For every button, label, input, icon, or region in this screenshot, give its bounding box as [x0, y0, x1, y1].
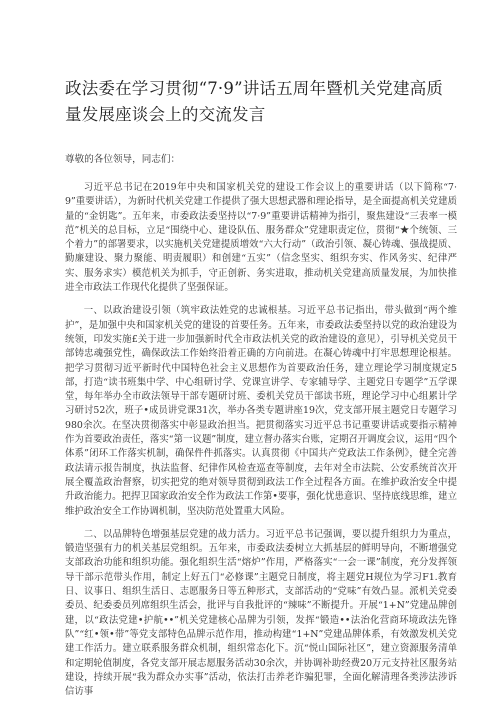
greeting: 尊敬的各位领导，同志们：	[65, 154, 181, 165]
paragraph-section-2: 二、以品牌特色增强基层党建的战力活力。习近平总书记强调，要以提升组织力为重点，锻造坚强有力的机关基层党组织。五年来，市委政法委树立大抓基层的鲜明导向，不断增强党支部政治功能和组织功能。强化组织生活“熔炉”作用，严格落实“一会一课”制度，充分发挥领导干部示范带头作用，制定上好五门“必修课”主题党日制度，将主题党H规位为学习F1.教育日、议事日、组织生活日、志愿服务日等五种形式，支部活动的“党味”有效凸显。派机关党委委员、纪委委员列席组织生活会，批评与自我批评的“辣味”不断提升。开展“1+N”党建品牌创建，以“政法党建•护航••”机关党建核心品牌为引领，发挥“锻造••法治化营商环境政法先锋队”“红•领•带”等党支部特色品牌示范作用，推动构建“1+N”党建品牌体系，有效激发机关党建工作活力。建立联系服务群众机制，组织常态化下。沉“悦山国际社区”，建立资源服务清单和定期轮值制度，各党支部开展志愿服务活动30余次，并协调补助经费20万元支持社区服务站建设，持续开展“我为群众办实事”活动，依法打击养老诈骗犯罪，全面化解清理各类涉法涉诉信访事	[65, 528, 457, 698]
paragraph-section-1: 一、以政治建设引领（筑牢政法姓党的忠诚根基。习近平总书记指出，带头做到“两个维护”，是加强中央和国家机关党的建设的首要任务。五年来，市委政法委坚持以党的政治建设为统领，印发实施£关于进一步加强新时代全市政法机关党的政治建设的意见），引导机关党员干部铸忠魂强党性，确保政法工作始终沿着正确的方向前进。在凝心铸魂中打牢思想理论根基。把学习贯彻习近平新时代中国特色社会主义思想作为首要政治任务，建立理论学习制度规定5部，打造“读书班集中学、中心组研讨学、党课宣讲学、专家辅导学、主题党日专题学”五学课堂，每年举办全市政法领导干部专题研讨班、委机关党员干部读书班，理论学习中心组累计学习研讨52次，班子•成员讲党课31次，举办各类专题讲座19次，党支部开展主题党日专题学习980余次。在坚决贯彻落实中彰显政治担当。把贯彻落实习近平总书记重要讲话或要指示精神作为首要政治责任，落实“第一议题”制度，建立督办落实台账，定期召开调度会议，运用“四个体系”闭环工作落实机制，确保件件抓落实。认真贯彻《中国共产党政法工作条例》，健全完善政法请示报告制度，执法监督、纪律作风检查巡查等制度，去年对全市法院、公安系统首次开展全覆盖政治督察，切实把党的绝对领导贯彻到政法工作全过程各方面。在维护政治安全中提升政治能力。把捍卫国家政治安全作为政法工作第•要事，强化忧患意识、坚持底线思维，建立维护政治安全工作协调机制，坚决防范处置重大风险。	[65, 305, 457, 517]
paragraph-intro: 习近平总书记在2019年中央和国家机关党的建设工作会议上的重要讲话（以下简称“7·9”重要讲话），为新时代机关党建工作提供了强大思想武器和理论指导，是全面提高机关党建质量的“金钥匙”。五年来，市委政法委坚持以“7·9”重要讲话精神为指引，聚焦建设“三表率一模范”机关的总目标，立足“围绕中心、建设队伍、服务群众”党建职责定位，贯彻“★个统领、三个着力”的部署要求，以实施机关党建提质增效“六大行动”（政治引领、凝心铸魂、强战提质、勤廉建设、聚力聚能、明责履职）和创建“五实”（信念坚实、组织夯实、作风务实、纪律严实、服务求实）模范机关为抓手，守正创新、务实进取，推动机关党建高质量发展，为加快推进全市政法工作现代化提供了坚强保证。	[65, 182, 457, 294]
document-title: 政法委在学习贯彻“7·9”讲话五周年暨机关党建高质量发展座谈会上的交流发言	[65, 79, 444, 124]
